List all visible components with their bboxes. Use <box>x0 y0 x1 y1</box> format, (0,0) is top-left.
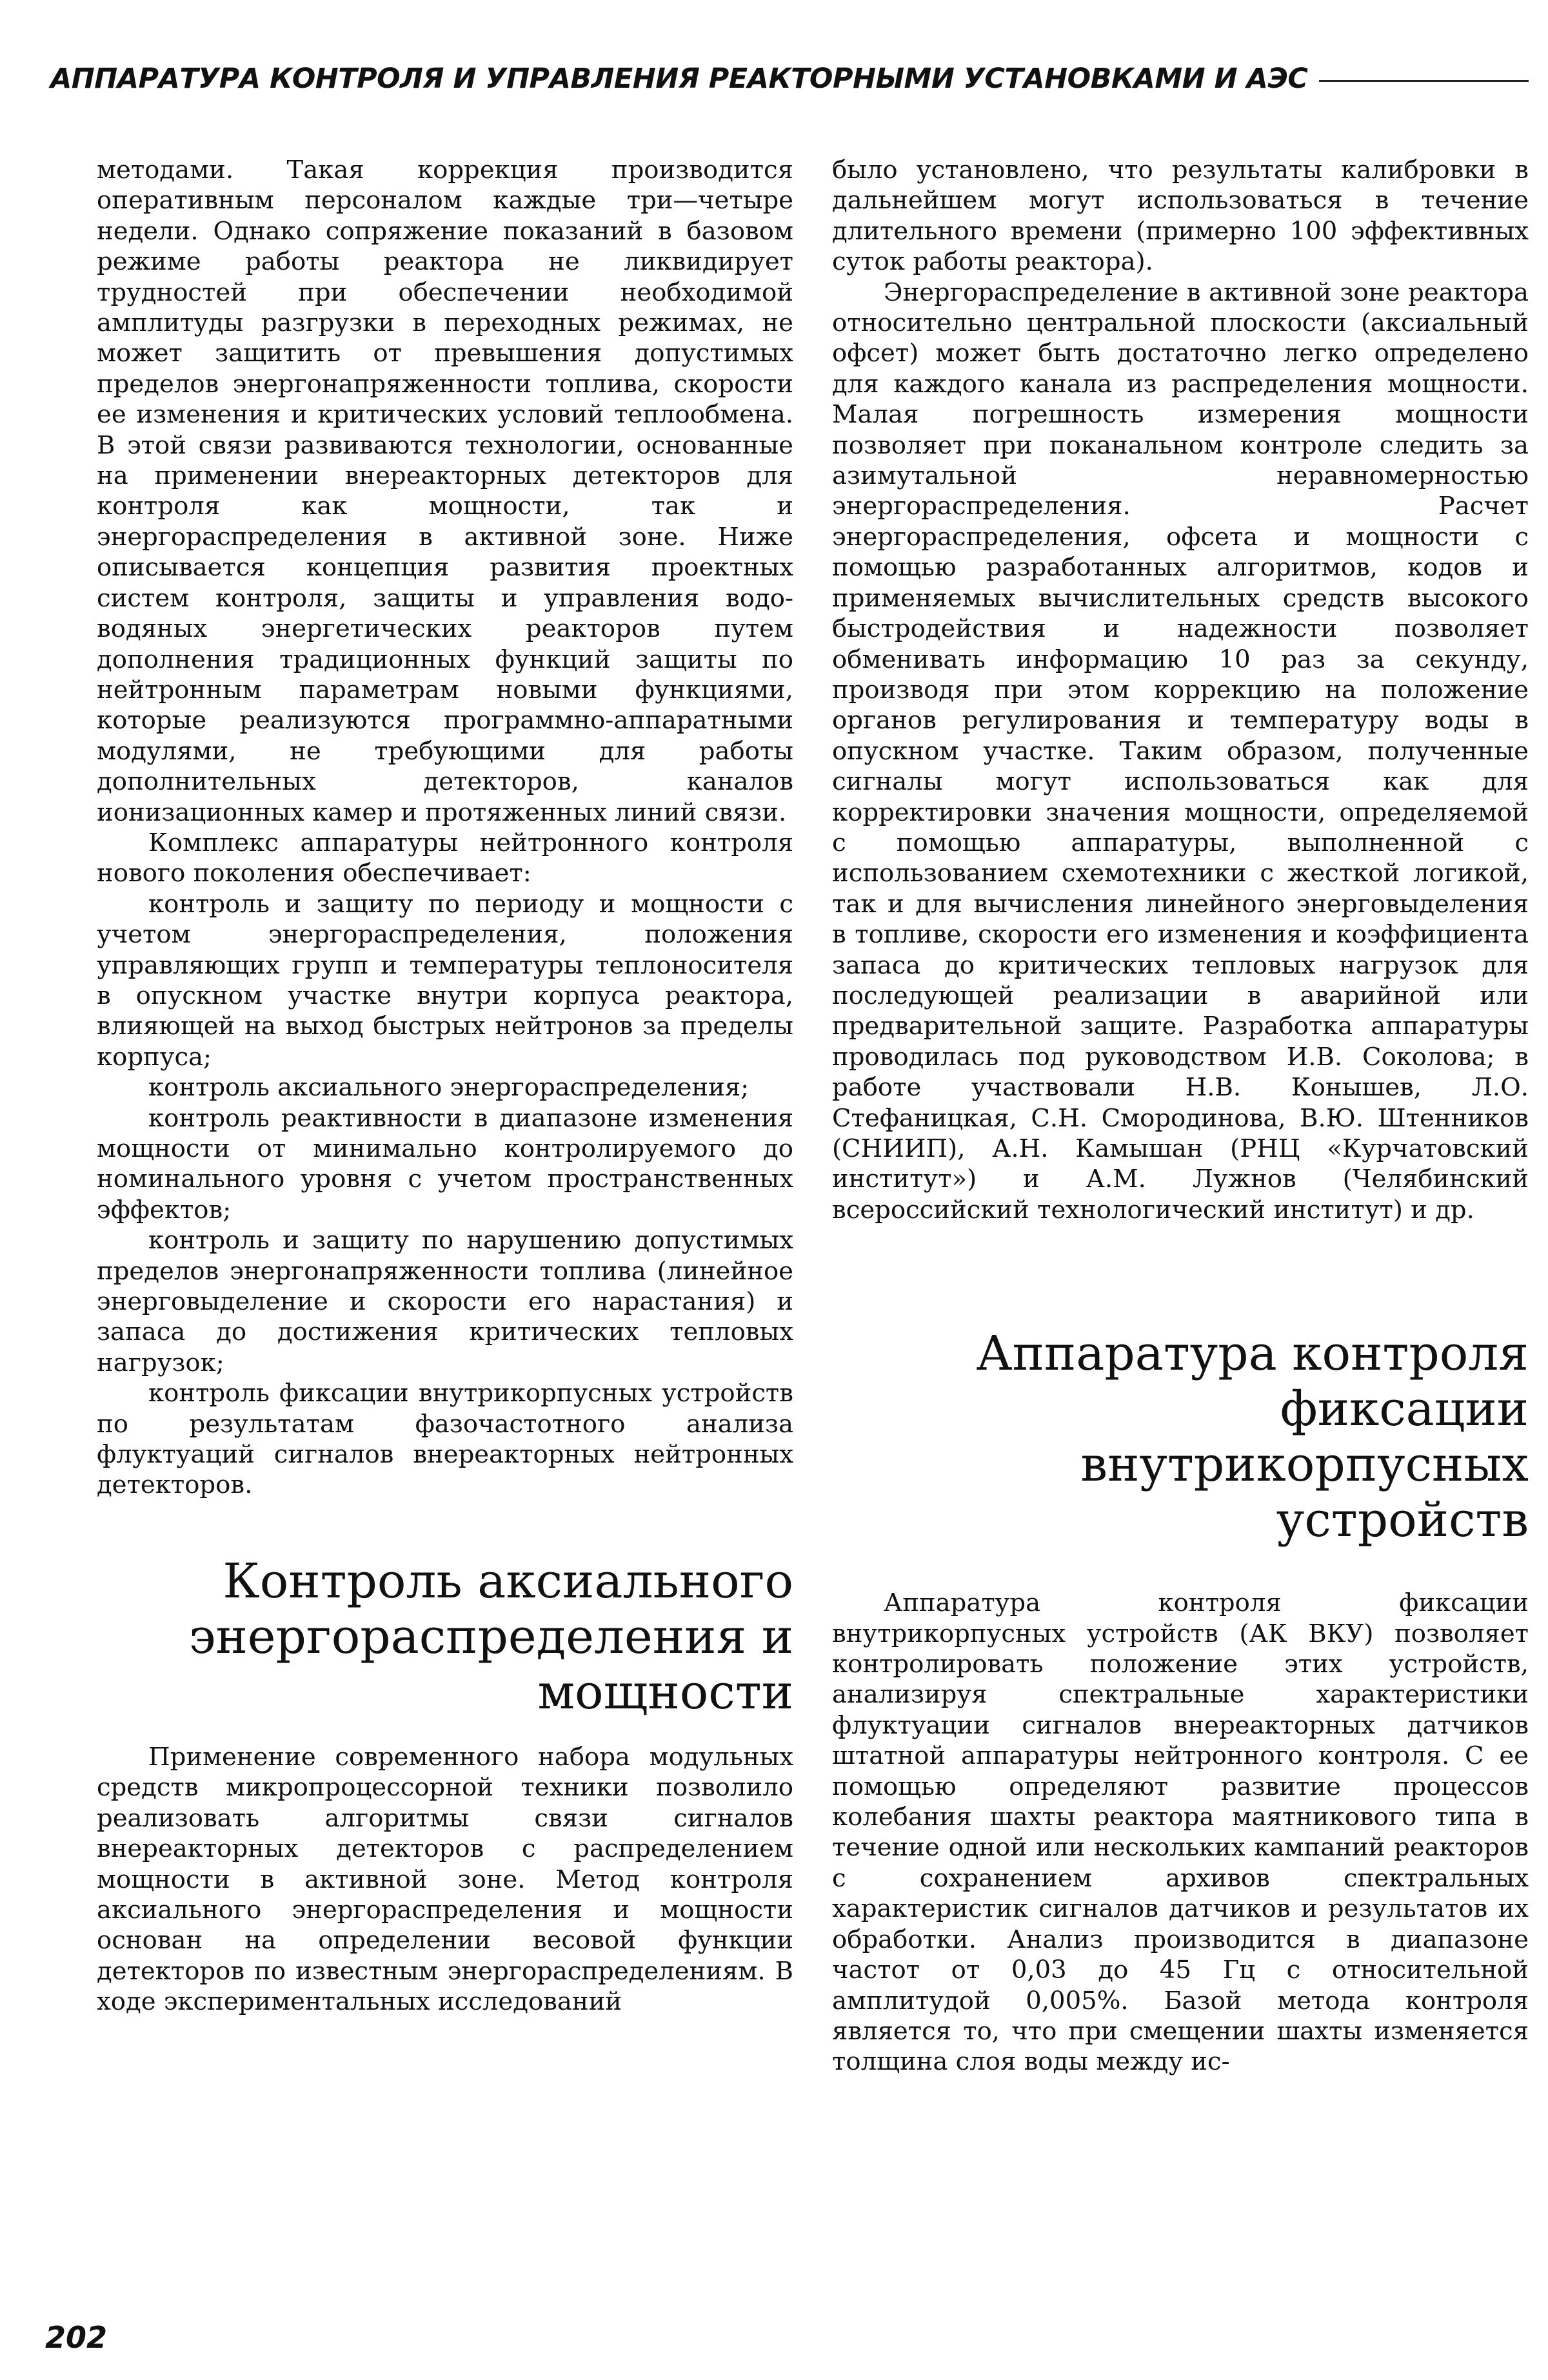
running-header <box>50 59 1529 98</box>
list-item: контроль и защиту по периоду и мощности с учетом энергораспределения, положения управляющих групп и температуры теплоносителя в опускном участке внутри корпуса реактора, влияющей на выход быстрых нейтронов за пределы корпуса; <box>97 889 793 1072</box>
left-column <box>97 155 793 2017</box>
right-column <box>832 155 1529 2077</box>
running-title: АППАРАТУРА КОНТРОЛЯ И УПРАВЛЕНИЯ РЕАКТОРНЫМИ УСТАНОВКАМИ И АЭС <box>50 63 1308 95</box>
section-heading: Контроль аксиального энергораспределения и мощности <box>189 1553 793 1720</box>
paragraph: было установлено, что результаты калибровки в дальнейшем могут использоваться в течение длительного времени (примерно 100 эффективных суток работы реактора). <box>832 155 1529 277</box>
paragraph: Применение современного набора модульных средств микропроцессорной техники позволило реализовать алгоритмы связи сигналов внереакторных детекторов с распределением мощности в активной зоне. Метод контроля аксиального энергораспределения и мощности основан на определении весовой функции детекторов по известным энергораспределениям. В ходе экспериментальных исследований <box>97 1742 793 2017</box>
list-item: контроль аксиального энергораспределения; <box>148 1073 749 1103</box>
section-heading: Аппаратура контроля фиксации внутрикорпусных устройств <box>976 1326 1529 1548</box>
list-item: контроль и защиту по нарушению допустимых пределов энергонапряженности топлива (линейное энерговыделение и скорости его нарастания) и запаса до достижения критических тепловых нагрузок; <box>97 1226 793 1377</box>
header-rule <box>1319 80 1529 82</box>
list-item: контроль фиксации внутрикорпусных устройств по результатам фазочастотного анализа флуктуаций сигналов внереакторных нейтронных детекторов. <box>97 1379 793 1500</box>
paragraph: Аппаратура контроля фиксации внутрикорпусных устройств (АК ВКУ) позволяет контролировать положение этих устройств, анализируя спектральные характеристики флуктуации сигналов внереакторных датчиков штатной аппаратуры нейтронного контроля. С ее помощью определяют развитие процессов колебания шахты реактора маятникового типа в течение одной или нескольких кампаний реакторов с сохранением архивов спектральных характеристик сигналов датчиков и результатов их обработки. Анализ производится в диапазоне частот от 0,03 до 45 Гц с относительной амплитудой 0,005%. Базой метода контроля является то, что при смещении шахты изменяется толщина слоя воды между ис- <box>832 1588 1529 2077</box>
page-number: 202 <box>45 2320 108 2355</box>
list-item: контроль реактивности в диапазоне изменения мощности от минимально контролируемого до номинального уровня с учетом пространственных эффектов; <box>97 1103 793 1225</box>
paragraph: Энергораспределение в активной зоне реактора относительно центральной плоскости (аксиальный офсет) может быть достаточно легко определено для каждого канала из распределения мощности. Малая погрешность измерения мощности позволяет при поканальном контроле следить за азимутальной неравномерностью энергораспределения. Расчет энергораспределения, офсета и мощности с помощью разработанных алгоритмов, кодов и применяемых вычислительных средств высокого быстродействия и надежности позволяет обменивать информацию 10 раз за секунду, производя при этом коррекцию на положение органов регулирования и температуру воды в опускном участке. Таким образом, полученные сигналы могут использоваться как для корректировки значения мощности, определяемой с помощью аппаратуры, выполненной с использованием схемотехники с жесткой логикой, так и для вычисления линейного энерговыделения в топливе, скорости его изменения и коэффициента запаса до критических тепловых нагрузок для последующей реализации в аварийной или предварительной защите. Разработка аппаратуры проводилась под руководством И.В. Соколова; в работе участвовали Н.В. Конышев, Л.О. Стефаницкая, С.Н. Смородинова, В.Ю. Штенников (СНИИП), А.Н. Камышан (РНЦ «Курчатовский институт») и А.М. Лужнов (Челябинский всероссийский технологический институт) и др. <box>832 277 1529 1225</box>
paragraph: Комплекс аппаратуры нейтронного контроля нового поколения обеспечивает: <box>97 828 793 888</box>
paragraph: методами. Такая коррекция производится оперативным персоналом каждые три—четыре недели. Однако сопряжение показаний в базовом режиме работы реактора не ликвидирует трудностей при обеспечении необходимой амплитуды разгрузки в переходных режимах, не может защитить от превышения допустимых пределов энергонапряженности топлива, скорости ее изменения и критических условий теплообмена. В этой связи развиваются технологии, основанные на применении внереакторных детекторов для контроля как мощности, так и энергораспределения в активной зоне. Ниже описывается концепция развития проектных систем контроля, защиты и управления водо-водяных энергетических реакторов путем дополнения традиционных функций защиты по нейтронным параметрам новыми функциями, которые реализуются программно-аппаратными модулями, не требующими для работы дополнительных детекторов, каналов ионизационных камер и протяженных линий связи. <box>97 155 793 827</box>
